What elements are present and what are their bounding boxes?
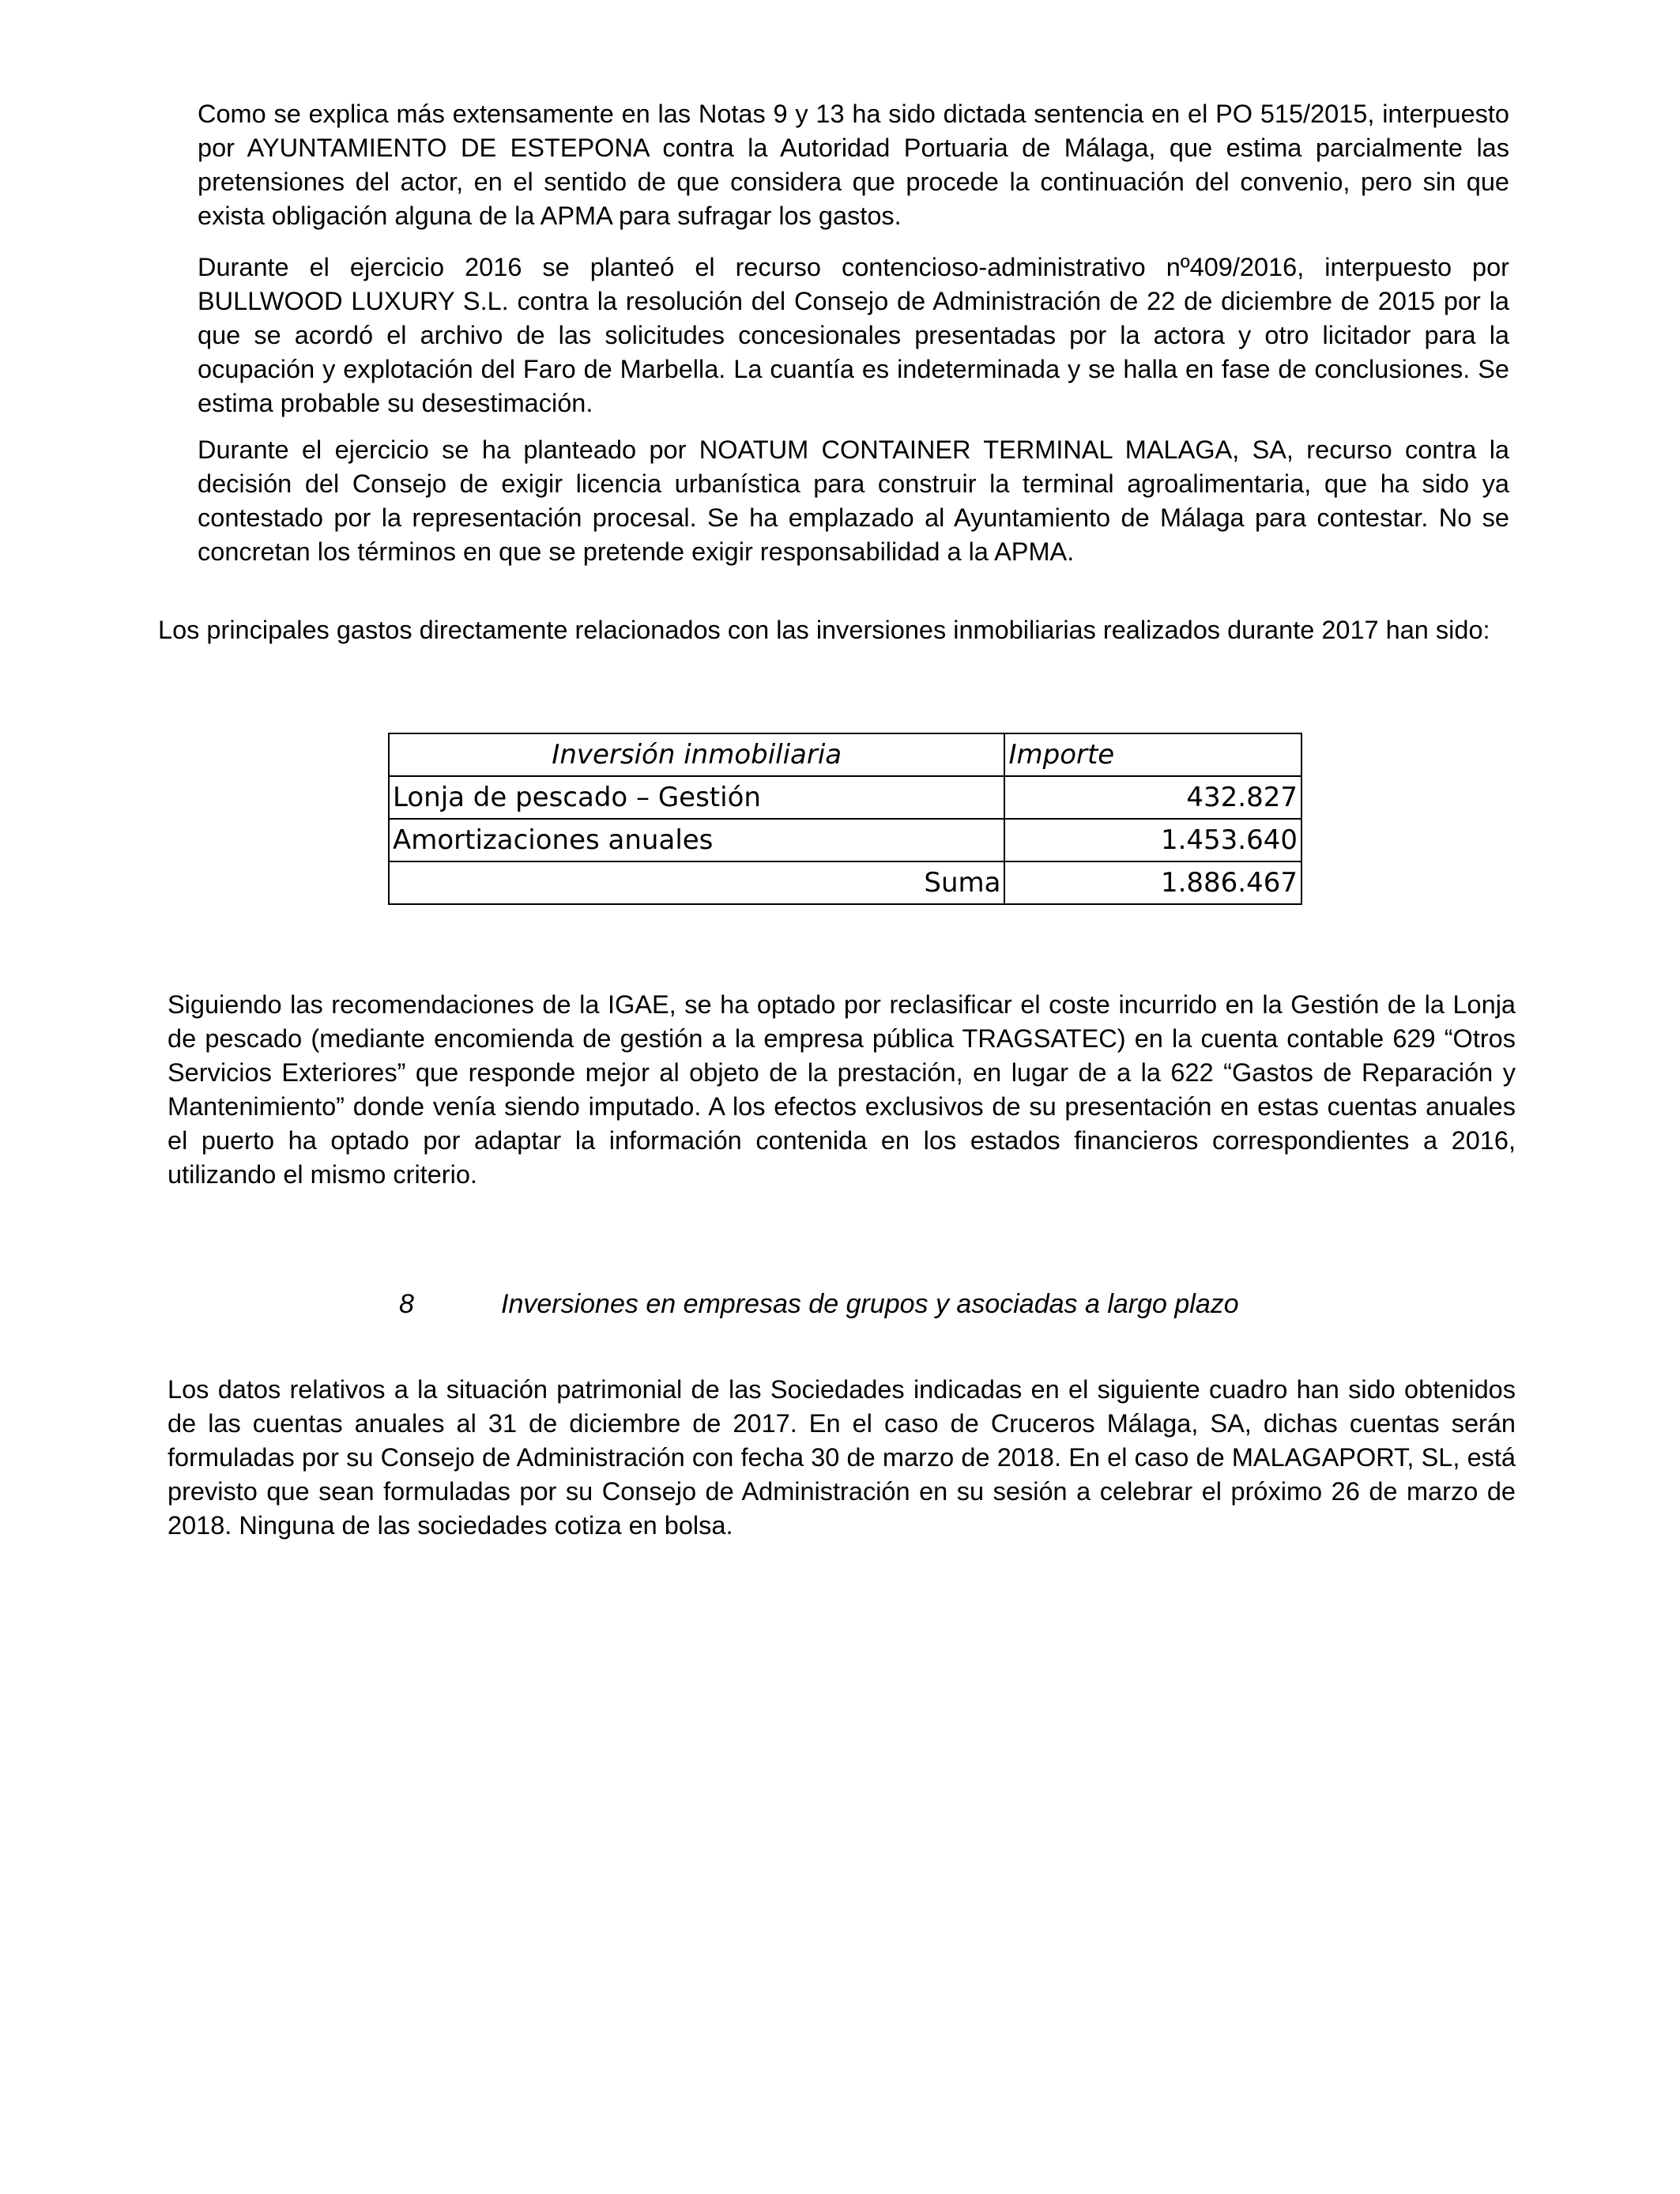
row-label: Amortizaciones anuales [389, 819, 1004, 861]
paragraph-igae-reclassification: Siguiendo las recomendaciones de la IGAE, se ha optado por reclasificar el coste incurrido en la Gestión de la Lonja de pescado (mediante encomienda de gestión a la empresa pública TRAGSATEC) en la cuenta contable 629 “Otros Servicios Exteriores” que responde mejor al objeto de la prestación, en lugar de a la 622 “Gastos de Reparación y Mantenimiento” donde venía siendo imputado. A los efectos exclusivos de su presentación en estas cuentas anuales el puerto ha optado por adaptar la información contenida en los estados financieros correspondientes a 2016, utilizando el mismo criterio. [168, 990, 1516, 1189]
section-title: Inversiones en empresas de grupos y asociadas a largo plazo [501, 1289, 1239, 1319]
section-number: 8 [399, 1289, 414, 1319]
table-total-row [389, 861, 1301, 904]
real-estate-investment-table [388, 733, 1302, 905]
total-label: Suma [389, 861, 1004, 904]
header-investment: Inversión inmobiliaria [389, 733, 1004, 776]
row-amount: 1.453.640 [1004, 819, 1301, 861]
row-amount: 432.827 [1004, 776, 1301, 819]
paragraph-expenses-intro: Los principales gastos directamente relacionados con las inversiones inmobiliarias realizados durante 2017 han sido: [158, 616, 1490, 644]
row-label: Lonja de pescado – Gestión [389, 776, 1004, 819]
paragraph-estepona-ruling: Como se explica más extensamente en las Notas 9 y 13 ha sido dictada sentencia en el PO 515/2015, interpuesto por AYUNTAMIENTO DE ESTEPONA contra la Autoridad Portuaria de Málaga, que estima parcialmente las pretensiones del actor, en el sentido de que considera que procede la continuación del convenio, pero sin que exista obligación alguna de la APMA para sufragar los gastos. [198, 100, 1509, 230]
paragraph-noatum-appeal: Durante el ejercicio se ha planteado por NOATUM CONTAINER TERMINAL MALAGA, SA, recurso contra la decisión del Consejo de exigir licencia urbanística para construir la terminal agroalimentaria, que ha sido ya contestado por la representación procesal. Se ha emplazado al Ayuntamiento de Málaga para contestar. No se concretan los términos en que se pretende exigir responsabilidad a la APMA. [198, 435, 1509, 566]
paragraph-bullwood-appeal: Durante el ejercicio 2016 se planteó el recurso contencioso-administrativo nº409/2016, interpuesto por BULLWOOD LUXURY S.L. contra la resolución del Consejo de Administración de 22 de diciembre de 2015 por la que se acordó el archivo de las solicitudes concesionales presentadas por la actora y otro licitador para la ocupación y explotación del Faro de Marbella. La cuantía es indeterminada y se halla en fase de conclusiones. Se estima probable su desestimación. [198, 253, 1509, 417]
total-amount: 1.886.467 [1004, 861, 1301, 904]
table-row [389, 776, 1301, 819]
paragraph-companies-data: Los datos relativos a la situación patrimonial de las Sociedades indicadas en el siguiente cuadro han sido obtenidos de las cuentas anuales al 31 de diciembre de 2017. En el caso de Cruceros Málaga, SA, dichas cuentas serán formuladas por su Consejo de Administración con fecha 30 de marzo de 2018. En el caso de MALAGAPORT, SL, está previsto que sean formuladas por su Consejo de Administración en su sesión a celebrar el próximo 26 de marzo de 2018. Ninguna de las sociedades cotiza en bolsa. [168, 1375, 1516, 1540]
table-row [389, 819, 1301, 861]
table-header-row [389, 733, 1301, 776]
header-amount: Importe [1004, 733, 1301, 776]
